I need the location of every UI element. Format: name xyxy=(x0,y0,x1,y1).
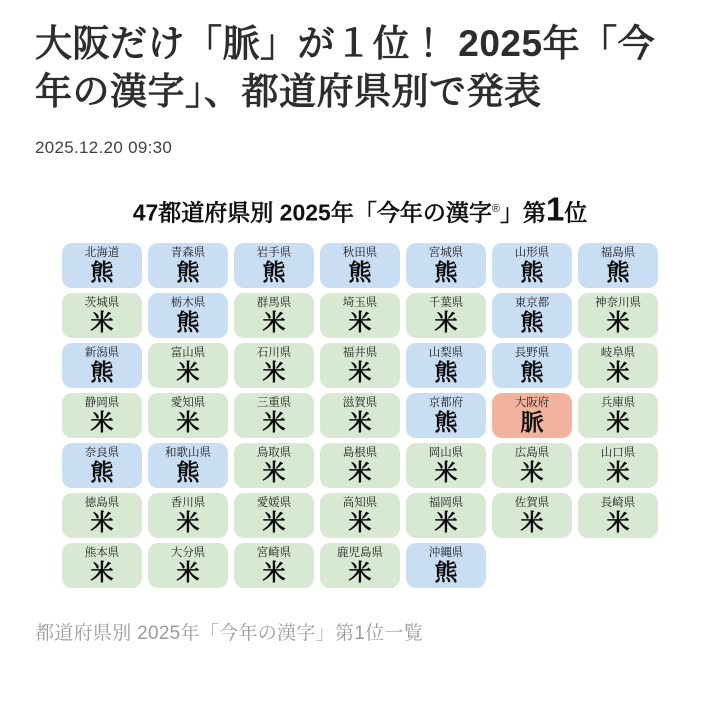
prefecture-cell xyxy=(492,493,572,538)
prefecture-name: 福島県 xyxy=(600,247,636,260)
prefecture-cell xyxy=(406,443,486,488)
prefecture-kanji: 米 xyxy=(176,559,200,586)
prefecture-kanji: 米 xyxy=(606,509,630,536)
prefecture-kanji: 米 xyxy=(348,509,372,536)
prefecture-name: 鹿児島県 xyxy=(337,547,383,560)
prefecture-cell xyxy=(234,343,314,388)
prefecture-cell xyxy=(320,293,400,338)
prefecture-cell xyxy=(234,543,314,588)
prefecture-name: 和歌山県 xyxy=(165,447,211,460)
prefecture-name: 福岡県 xyxy=(428,497,464,510)
prefecture-kanji: 米 xyxy=(176,359,200,386)
prefecture-cell xyxy=(578,343,658,388)
prefecture-kanji: 米 xyxy=(348,309,372,336)
prefecture-cell xyxy=(234,243,314,288)
prefecture-kanji: 熊 xyxy=(90,459,114,486)
prefecture-name: 広島県 xyxy=(514,447,550,460)
prefecture-name: 北海道 xyxy=(84,247,120,260)
prefecture-cell xyxy=(406,243,486,288)
prefecture-name: 山梨県 xyxy=(428,347,464,360)
figure-title xyxy=(35,192,685,230)
prefecture-kanji: 熊 xyxy=(434,359,458,386)
prefecture-name: 熊本県 xyxy=(84,547,120,560)
prefecture-name: 佐賀県 xyxy=(514,497,550,510)
prefecture-kanji: 米 xyxy=(606,309,630,336)
prefecture-cell xyxy=(320,443,400,488)
prefecture-name: 沖縄県 xyxy=(428,547,464,560)
prefecture-kanji: 米 xyxy=(90,409,114,436)
prefecture-name: 京都府 xyxy=(428,397,464,410)
prefecture-cell xyxy=(148,443,228,488)
prefecture-name: 徳島県 xyxy=(84,497,120,510)
prefecture-name: 埼玉県 xyxy=(342,297,378,310)
prefecture-cell xyxy=(406,343,486,388)
prefecture-cell xyxy=(320,493,400,538)
prefecture-kanji: 米 xyxy=(90,309,114,336)
prefecture-cell xyxy=(578,243,658,288)
prefecture-name: 石川県 xyxy=(256,347,292,360)
prefecture-kanji: 米 xyxy=(262,509,286,536)
prefecture-kanji: 熊 xyxy=(606,259,630,286)
prefecture-kanji: 米 xyxy=(176,509,200,536)
prefecture-name: 島根県 xyxy=(342,447,378,460)
prefecture-kanji: 米 xyxy=(606,359,630,386)
prefecture-cell xyxy=(234,293,314,338)
prefecture-name: 鳥取県 xyxy=(256,447,292,460)
prefecture-name: 静岡県 xyxy=(84,397,120,410)
prefecture-cell xyxy=(578,493,658,538)
prefecture-name: 大阪府 xyxy=(514,397,550,410)
prefecture-cell xyxy=(148,493,228,538)
prefecture-name: 奈良県 xyxy=(84,447,120,460)
prefecture-name: 栃木県 xyxy=(170,297,206,310)
prefecture-cell xyxy=(62,493,142,538)
prefecture-cell xyxy=(578,443,658,488)
prefecture-cell xyxy=(406,293,486,338)
prefecture-cell xyxy=(62,543,142,588)
prefecture-kanji: 熊 xyxy=(176,259,200,286)
prefecture-name: 群馬県 xyxy=(256,297,292,310)
prefecture-cell xyxy=(320,543,400,588)
figure-title-text2: 」第 xyxy=(499,199,546,226)
prefecture-name: 岡山県 xyxy=(428,447,464,460)
prefecture-kanji: 米 xyxy=(90,559,114,586)
prefecture-kanji: 米 xyxy=(348,359,372,386)
figure-title-rank-number: 1 xyxy=(545,190,565,228)
prefecture-name: 神奈川県 xyxy=(595,297,641,310)
prefecture-kanji: 熊 xyxy=(434,559,458,586)
prefecture-kanji: 米 xyxy=(520,459,544,486)
prefecture-cell xyxy=(234,443,314,488)
prefecture-kanji: 米 xyxy=(606,459,630,486)
prefecture-kanji: 米 xyxy=(262,359,286,386)
prefecture-cell xyxy=(62,443,142,488)
prefecture-kanji: 米 xyxy=(434,309,458,336)
prefecture-name: 宮城県 xyxy=(428,247,464,260)
prefecture-kanji: 米 xyxy=(434,459,458,486)
prefecture-cell xyxy=(148,293,228,338)
figure-caption: 都道府県別 2025年「今年の漢字」第1位一覧 xyxy=(35,622,424,644)
prefecture-kanji: 米 xyxy=(90,509,114,536)
prefecture-kanji: 熊 xyxy=(434,409,458,436)
prefecture-name: 宮崎県 xyxy=(256,547,292,560)
prefecture-kanji: 熊 xyxy=(90,359,114,386)
prefecture-name: 山口県 xyxy=(600,447,636,460)
prefecture-cell xyxy=(148,243,228,288)
prefecture-cell xyxy=(62,293,142,338)
article-headline: 大阪だけ「脈」が１位！ 2025年「今年の漢字」、都道府県別で発表 xyxy=(35,23,656,113)
prefecture-cell xyxy=(320,393,400,438)
prefecture-kanji: 米 xyxy=(348,409,372,436)
prefecture-kanji: 熊 xyxy=(520,259,544,286)
prefecture-name: 長崎県 xyxy=(600,497,636,510)
prefecture-name: 秋田県 xyxy=(342,247,378,260)
prefecture-kanji: 熊 xyxy=(90,259,114,286)
prefecture-name: 滋賀県 xyxy=(342,397,378,410)
prefecture-cell xyxy=(492,443,572,488)
prefecture-kanji: 熊 xyxy=(520,359,544,386)
prefecture-name: 青森県 xyxy=(170,247,206,260)
kanji-grid xyxy=(62,243,658,588)
prefecture-cell xyxy=(320,343,400,388)
prefecture-cell xyxy=(320,243,400,288)
prefecture-kanji: 米 xyxy=(262,309,286,336)
prefecture-name: 大分県 xyxy=(170,547,206,560)
prefecture-kanji: 熊 xyxy=(434,259,458,286)
prefecture-cell xyxy=(406,393,486,438)
prefecture-cell xyxy=(578,293,658,338)
prefecture-name: 福井県 xyxy=(342,347,378,360)
prefecture-kanji: 米 xyxy=(606,409,630,436)
prefecture-cell xyxy=(492,293,572,338)
prefecture-cell xyxy=(492,243,572,288)
prefecture-kanji: 米 xyxy=(262,459,286,486)
prefecture-name: 高知県 xyxy=(342,497,378,510)
prefecture-name: 香川県 xyxy=(170,497,206,510)
prefecture-kanji: 米 xyxy=(348,559,372,586)
article xyxy=(0,20,720,645)
prefecture-name: 長野県 xyxy=(514,347,550,360)
prefecture-cell xyxy=(148,543,228,588)
prefecture-cell xyxy=(148,343,228,388)
kanji-map-figure[interactable] xyxy=(35,192,685,588)
prefecture-kanji: 熊 xyxy=(176,309,200,336)
prefecture-cell xyxy=(406,493,486,538)
prefecture-kanji: 米 xyxy=(262,409,286,436)
prefecture-kanji: 米 xyxy=(348,459,372,486)
prefecture-cell xyxy=(62,343,142,388)
prefecture-kanji: 米 xyxy=(520,509,544,536)
prefecture-name: 富山県 xyxy=(170,347,206,360)
prefecture-kanji: 米 xyxy=(176,409,200,436)
prefecture-name: 愛媛県 xyxy=(256,497,292,510)
figure-title-text3: 位 xyxy=(564,199,588,226)
prefecture-name: 岩手県 xyxy=(256,247,292,260)
figure-title-text: 47都道府県別 2025年「今年の漢字 xyxy=(132,199,492,226)
prefecture-name: 兵庫県 xyxy=(600,397,636,410)
prefecture-cell xyxy=(234,393,314,438)
registered-trademark-symbol: ® xyxy=(491,203,500,216)
prefecture-cell xyxy=(62,243,142,288)
prefecture-cell xyxy=(578,393,658,438)
prefecture-cell xyxy=(492,343,572,388)
prefecture-name: 新潟県 xyxy=(84,347,120,360)
prefecture-cell xyxy=(234,493,314,538)
prefecture-name: 三重県 xyxy=(256,397,292,410)
prefecture-name: 岐阜県 xyxy=(600,347,636,360)
article-date: 2025.12.20 09:30 xyxy=(35,138,173,158)
prefecture-name: 東京都 xyxy=(514,297,550,310)
prefecture-cell xyxy=(62,393,142,438)
prefecture-name: 愛知県 xyxy=(170,397,206,410)
prefecture-kanji: 熊 xyxy=(348,259,372,286)
prefecture-kanji: 熊 xyxy=(176,459,200,486)
prefecture-kanji: 熊 xyxy=(520,309,544,336)
prefecture-name: 茨城県 xyxy=(84,297,120,310)
prefecture-cell xyxy=(406,543,486,588)
prefecture-kanji: 米 xyxy=(262,559,286,586)
prefecture-cell xyxy=(148,393,228,438)
prefecture-kanji: 熊 xyxy=(262,259,286,286)
prefecture-name: 千葉県 xyxy=(428,297,464,310)
prefecture-kanji: 米 xyxy=(434,509,458,536)
prefecture-cell xyxy=(492,393,572,438)
prefecture-kanji: 脈 xyxy=(520,409,544,436)
prefecture-name: 山形県 xyxy=(514,247,550,260)
